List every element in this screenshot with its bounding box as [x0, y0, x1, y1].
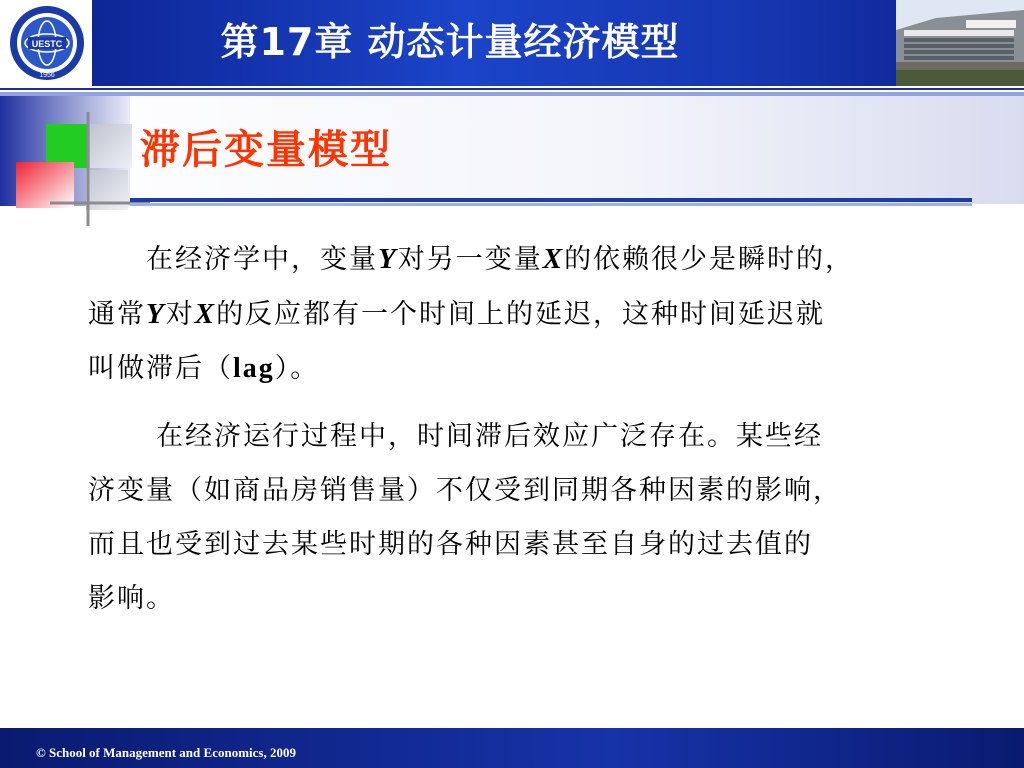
svg-text:UESTC: UESTC [31, 39, 63, 49]
section-divider [130, 198, 972, 202]
term-lag: lag [233, 353, 275, 384]
text-span: 的依赖很少是瞬时的， [564, 244, 855, 275]
header-divider [0, 86, 1024, 96]
text-span: 的反应都有一个时间上的延迟，这种时间延迟就 [216, 299, 826, 330]
paragraph-lag-definition [88, 232, 978, 396]
text-span: 对 [165, 299, 195, 330]
text-line: 在经济运行过程中，时间滞后效应广泛存在。某些经 [156, 421, 823, 452]
footer-copyright: © School of Management and Economics, 2009 [36, 745, 296, 760]
slide-body [88, 232, 978, 626]
text-span: 通常 [88, 299, 146, 330]
section-divider-light [130, 203, 972, 206]
variable-x: X [542, 243, 565, 275]
logo-container [0, 0, 92, 86]
university-logo-icon [8, 4, 86, 82]
section-title: 滞后变量模型 [140, 126, 392, 173]
text-line: 影响。 [88, 583, 175, 614]
variable-x: X [194, 298, 217, 330]
campus-building-photo [896, 0, 1024, 86]
text-line [88, 232, 978, 287]
text-span: 对另一变量 [397, 244, 543, 275]
text-span: ）。 [274, 353, 320, 384]
chapter-title: 第17章 动态计量经济模型 [220, 20, 680, 64]
text-line: 济变量（如商品房销售量）不仅受到同期各种因素的影响， [88, 475, 842, 506]
svg-text:1956: 1956 [39, 72, 55, 79]
text-span: 叫做滞后（ [88, 353, 233, 384]
variable-y: Y [146, 298, 166, 330]
paragraph-lag-effects [88, 410, 978, 626]
text-line: 而且也受到过去某些时期的各种因素甚至自身的过去值的 [88, 529, 813, 560]
text-line [88, 342, 978, 396]
text-span: 在经济学中，变量 [146, 244, 378, 275]
text-line [88, 287, 978, 342]
decorative-squares-icon [0, 96, 150, 226]
variable-y: Y [378, 243, 398, 275]
